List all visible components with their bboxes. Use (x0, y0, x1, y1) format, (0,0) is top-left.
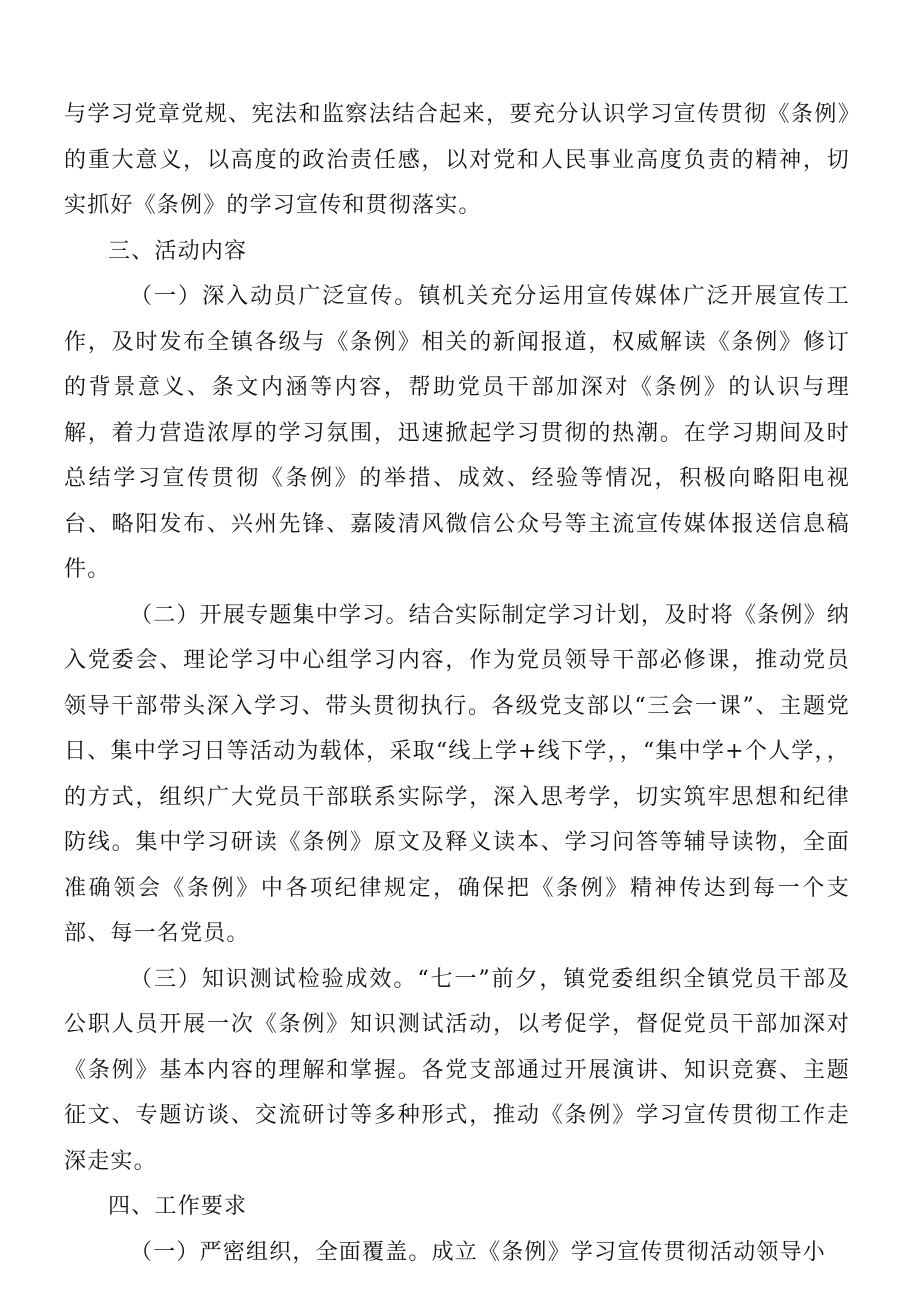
section-heading-activities: 三、活动内容 (108, 238, 248, 264)
section-heading-requirements: 四、工作要求 (108, 1194, 248, 1219)
paragraph-continuation: 与学习党章党规、宪法和监察法结合起来，要充分认识学习宣传贯彻《条例》的重大意义，以高度的政治责任感，以对党和人民事业高度负责的精神，切实抓好《条例》的学习宣传和贯彻落实。 (64, 102, 850, 218)
paragraph-organization: （一）严密组织，全面覆盖。成立《条例》学习宣传贯彻活动领导小 (130, 1239, 827, 1265)
paragraph-knowledge-test: （三）知识测试检验成效。“七一”前夕，镇党委组织全镇党员干部及公职人员开展一次《条例》知识测试活动，以考促学，督促党员干部加深对《条例》基本内容的理解和掌握。各党支部通过开展演讲、知识竞赛、主题征文、专题访谈、交流研讨等多种形式，推动《条例》学习宣传贯彻工作走深走实。 (64, 966, 850, 1174)
paragraph-focused-study: （二）开展专题集中学习。结合实际制定学习计划，及时将《条例》纳入党委会、理论学习中心组学习内容，作为党员领导干部必修课，推动党员领导干部带头深入学习、带头贯彻执行。各级党支部以“三会一课”、主题党日、集中学习日等活动为载体，采取“线上学+线下学，，“集中学+个人学，，的方式，组织广大党员干部联系实际学，深入思考学，切实筑牢思想和纪律防线。集中学习研读《条例》原文及释义读本、学习问答等辅导读物，全面准确领会《条例》中各项纪律规定，确保把《条例》精神传达到每一个支部、每一名党员。 (64, 602, 850, 946)
paragraph-publicity: （一）深入动员广泛宣传。镇机关充分运用宣传媒体广泛开展宣传工作，及时发布全镇各级与《条例》相关的新闻报道，权威解读《条例》修订的背景意义、条文内涵等内容，帮助党员干部加深对《条例》的认识与理解，着力营造浓厚的学习氛围，迅速掀起学习贯彻的热潮。在学习期间及时总结学习宣传贯彻《条例》的举措、成效、经验等情况，积极向略阳电视台、略阳发布、兴州先锋、嘉陵清风微信公众号等主流宣传媒体报送信息稿件。 (64, 284, 850, 582)
